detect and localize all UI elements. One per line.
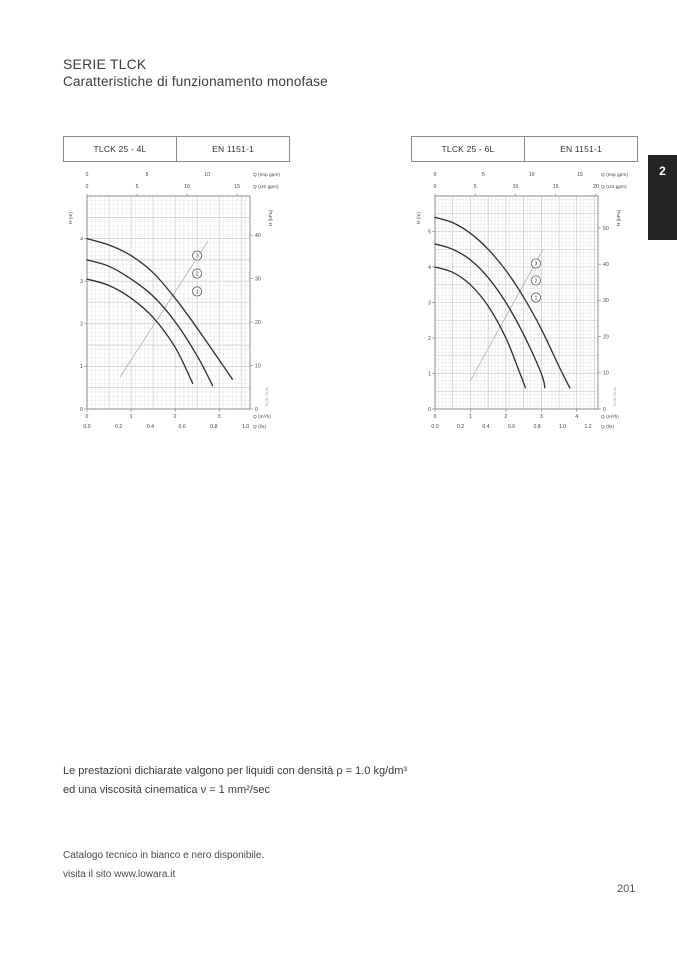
chart-header — [411, 136, 638, 162]
svg-text:TLCK 25-4L: TLCK 25-4L — [265, 386, 269, 407]
chart-standard-label: EN 1151-1 — [560, 144, 602, 154]
chapter-tab — [648, 155, 677, 240]
svg-text:0: 0 — [433, 414, 437, 420]
svg-text:40: 40 — [603, 262, 609, 269]
svg-text:10: 10 — [512, 184, 519, 190]
svg-text:4: 4 — [428, 264, 431, 271]
svg-text:0: 0 — [85, 414, 89, 420]
chart-standard-label: EN 1151-1 — [212, 144, 254, 154]
svg-text:0.2: 0.2 — [115, 424, 123, 430]
svg-text:5: 5 — [145, 172, 149, 178]
svg-text:H (kPa): H (kPa) — [269, 209, 274, 227]
performance-notes — [63, 762, 407, 800]
svg-text:3: 3 — [217, 414, 221, 420]
svg-text:0: 0 — [603, 406, 606, 413]
svg-text:H (m): H (m) — [69, 212, 74, 224]
svg-text:20: 20 — [593, 184, 599, 190]
svg-text:2: 2 — [428, 335, 431, 342]
svg-text:10: 10 — [184, 184, 190, 190]
svg-text:5: 5 — [135, 184, 139, 190]
svg-text:15: 15 — [577, 172, 583, 178]
svg-text:1: 1 — [129, 414, 133, 420]
svg-text:0: 0 — [433, 172, 437, 178]
svg-text:0: 0 — [85, 184, 89, 190]
svg-text:Q (l/s): Q (l/s) — [601, 425, 615, 430]
svg-text:1.0: 1.0 — [241, 424, 250, 430]
svg-text:0.4: 0.4 — [482, 424, 490, 430]
svg-text:0.6: 0.6 — [178, 424, 186, 430]
svg-text:1: 1 — [80, 364, 83, 371]
svg-text:0.8: 0.8 — [533, 424, 541, 430]
chart-header — [63, 136, 290, 162]
svg-text:20: 20 — [603, 334, 609, 341]
svg-text:15: 15 — [234, 184, 240, 190]
svg-text:1: 1 — [428, 371, 431, 378]
svg-text:20: 20 — [255, 319, 261, 326]
svg-text:3: 3 — [80, 279, 83, 285]
svg-text:H (m): H (m) — [417, 212, 422, 224]
svg-text:1: 1 — [195, 289, 199, 296]
svg-text:1.2: 1.2 — [584, 424, 592, 430]
svg-text:2: 2 — [534, 278, 538, 285]
density-note: Le prestazioni dichiarate valgono per liquidi con densità ρ = 1.0 kg/dm³ — [63, 765, 408, 777]
svg-text:0.6: 0.6 — [507, 424, 516, 430]
svg-text:5: 5 — [481, 172, 485, 178]
svg-text:3: 3 — [428, 300, 431, 307]
svg-text:0: 0 — [255, 406, 258, 413]
chapter-number: 2 — [659, 164, 666, 178]
svg-text:40: 40 — [255, 233, 261, 240]
svg-text:H (kPa): H (kPa) — [617, 209, 622, 227]
series-title: SERIE TLCK — [63, 56, 147, 72]
svg-text:TLCK 25-6L: TLCK 25-6L — [613, 386, 617, 407]
svg-text:4: 4 — [80, 236, 83, 243]
svg-text:0: 0 — [428, 406, 431, 413]
svg-text:Q (US gpm): Q (US gpm) — [601, 185, 627, 190]
svg-text:Q (m³/h): Q (m³/h) — [253, 415, 271, 420]
svg-text:3: 3 — [534, 261, 538, 268]
svg-text:Q (Imp gpm): Q (Imp gpm) — [601, 173, 628, 178]
svg-text:1.0: 1.0 — [558, 424, 567, 430]
page-number: 201 — [617, 883, 636, 895]
page-subtitle: Caratteristiche di funzionamento monofase — [63, 74, 328, 89]
svg-text:2: 2 — [195, 271, 199, 278]
svg-text:5: 5 — [473, 184, 477, 190]
svg-text:30: 30 — [255, 276, 261, 283]
svg-text:5: 5 — [428, 229, 431, 236]
svg-text:15: 15 — [552, 184, 559, 190]
svg-text:1: 1 — [534, 295, 538, 302]
svg-text:10: 10 — [603, 370, 609, 377]
svg-text:3: 3 — [195, 253, 199, 260]
svg-text:Q (l/s): Q (l/s) — [253, 425, 267, 430]
svg-text:2: 2 — [504, 414, 508, 420]
svg-text:3: 3 — [539, 414, 543, 420]
chart-model-label: TLCK 25 - 4L — [64, 137, 177, 161]
svg-text:Q (m³/h): Q (m³/h) — [601, 415, 619, 420]
catalog-note: Catalogo tecnico in bianco e nero disponibile. — [63, 850, 265, 861]
chart-model-label: TLCK 25 - 6L — [412, 137, 525, 161]
svg-text:0.8: 0.8 — [210, 424, 218, 430]
svg-text:0.4: 0.4 — [146, 424, 155, 430]
svg-text:Q (Imp gpm): Q (Imp gpm) — [253, 173, 280, 178]
svg-text:0.2: 0.2 — [456, 424, 465, 430]
website-note: visita il sito www.lowara.it — [63, 868, 176, 880]
chart-panel-tlck-25-4l — [63, 136, 290, 440]
svg-text:4: 4 — [575, 414, 579, 420]
svg-text:0.0: 0.0 — [83, 424, 91, 430]
svg-text:10: 10 — [255, 363, 261, 370]
svg-text:10: 10 — [204, 172, 211, 178]
pump-curve-chart-4l — [63, 162, 290, 440]
footer-notes — [63, 847, 264, 884]
svg-text:0.0: 0.0 — [431, 424, 439, 430]
svg-text:Q (US gpm): Q (US gpm) — [253, 185, 279, 190]
viscosity-note: ed una viscosità cinematica ν = 1 mm²/sec — [63, 784, 270, 796]
svg-text:10: 10 — [528, 172, 535, 178]
svg-text:0: 0 — [80, 406, 83, 413]
svg-text:50: 50 — [603, 225, 609, 232]
svg-text:2: 2 — [173, 414, 177, 420]
chart-panel-tlck-25-6l — [411, 136, 638, 440]
pump-curve-chart-6l — [411, 162, 638, 440]
svg-text:0: 0 — [433, 184, 437, 190]
svg-text:0: 0 — [85, 172, 89, 178]
svg-text:1: 1 — [468, 414, 472, 420]
svg-text:2: 2 — [80, 321, 83, 328]
svg-text:30: 30 — [603, 298, 609, 305]
